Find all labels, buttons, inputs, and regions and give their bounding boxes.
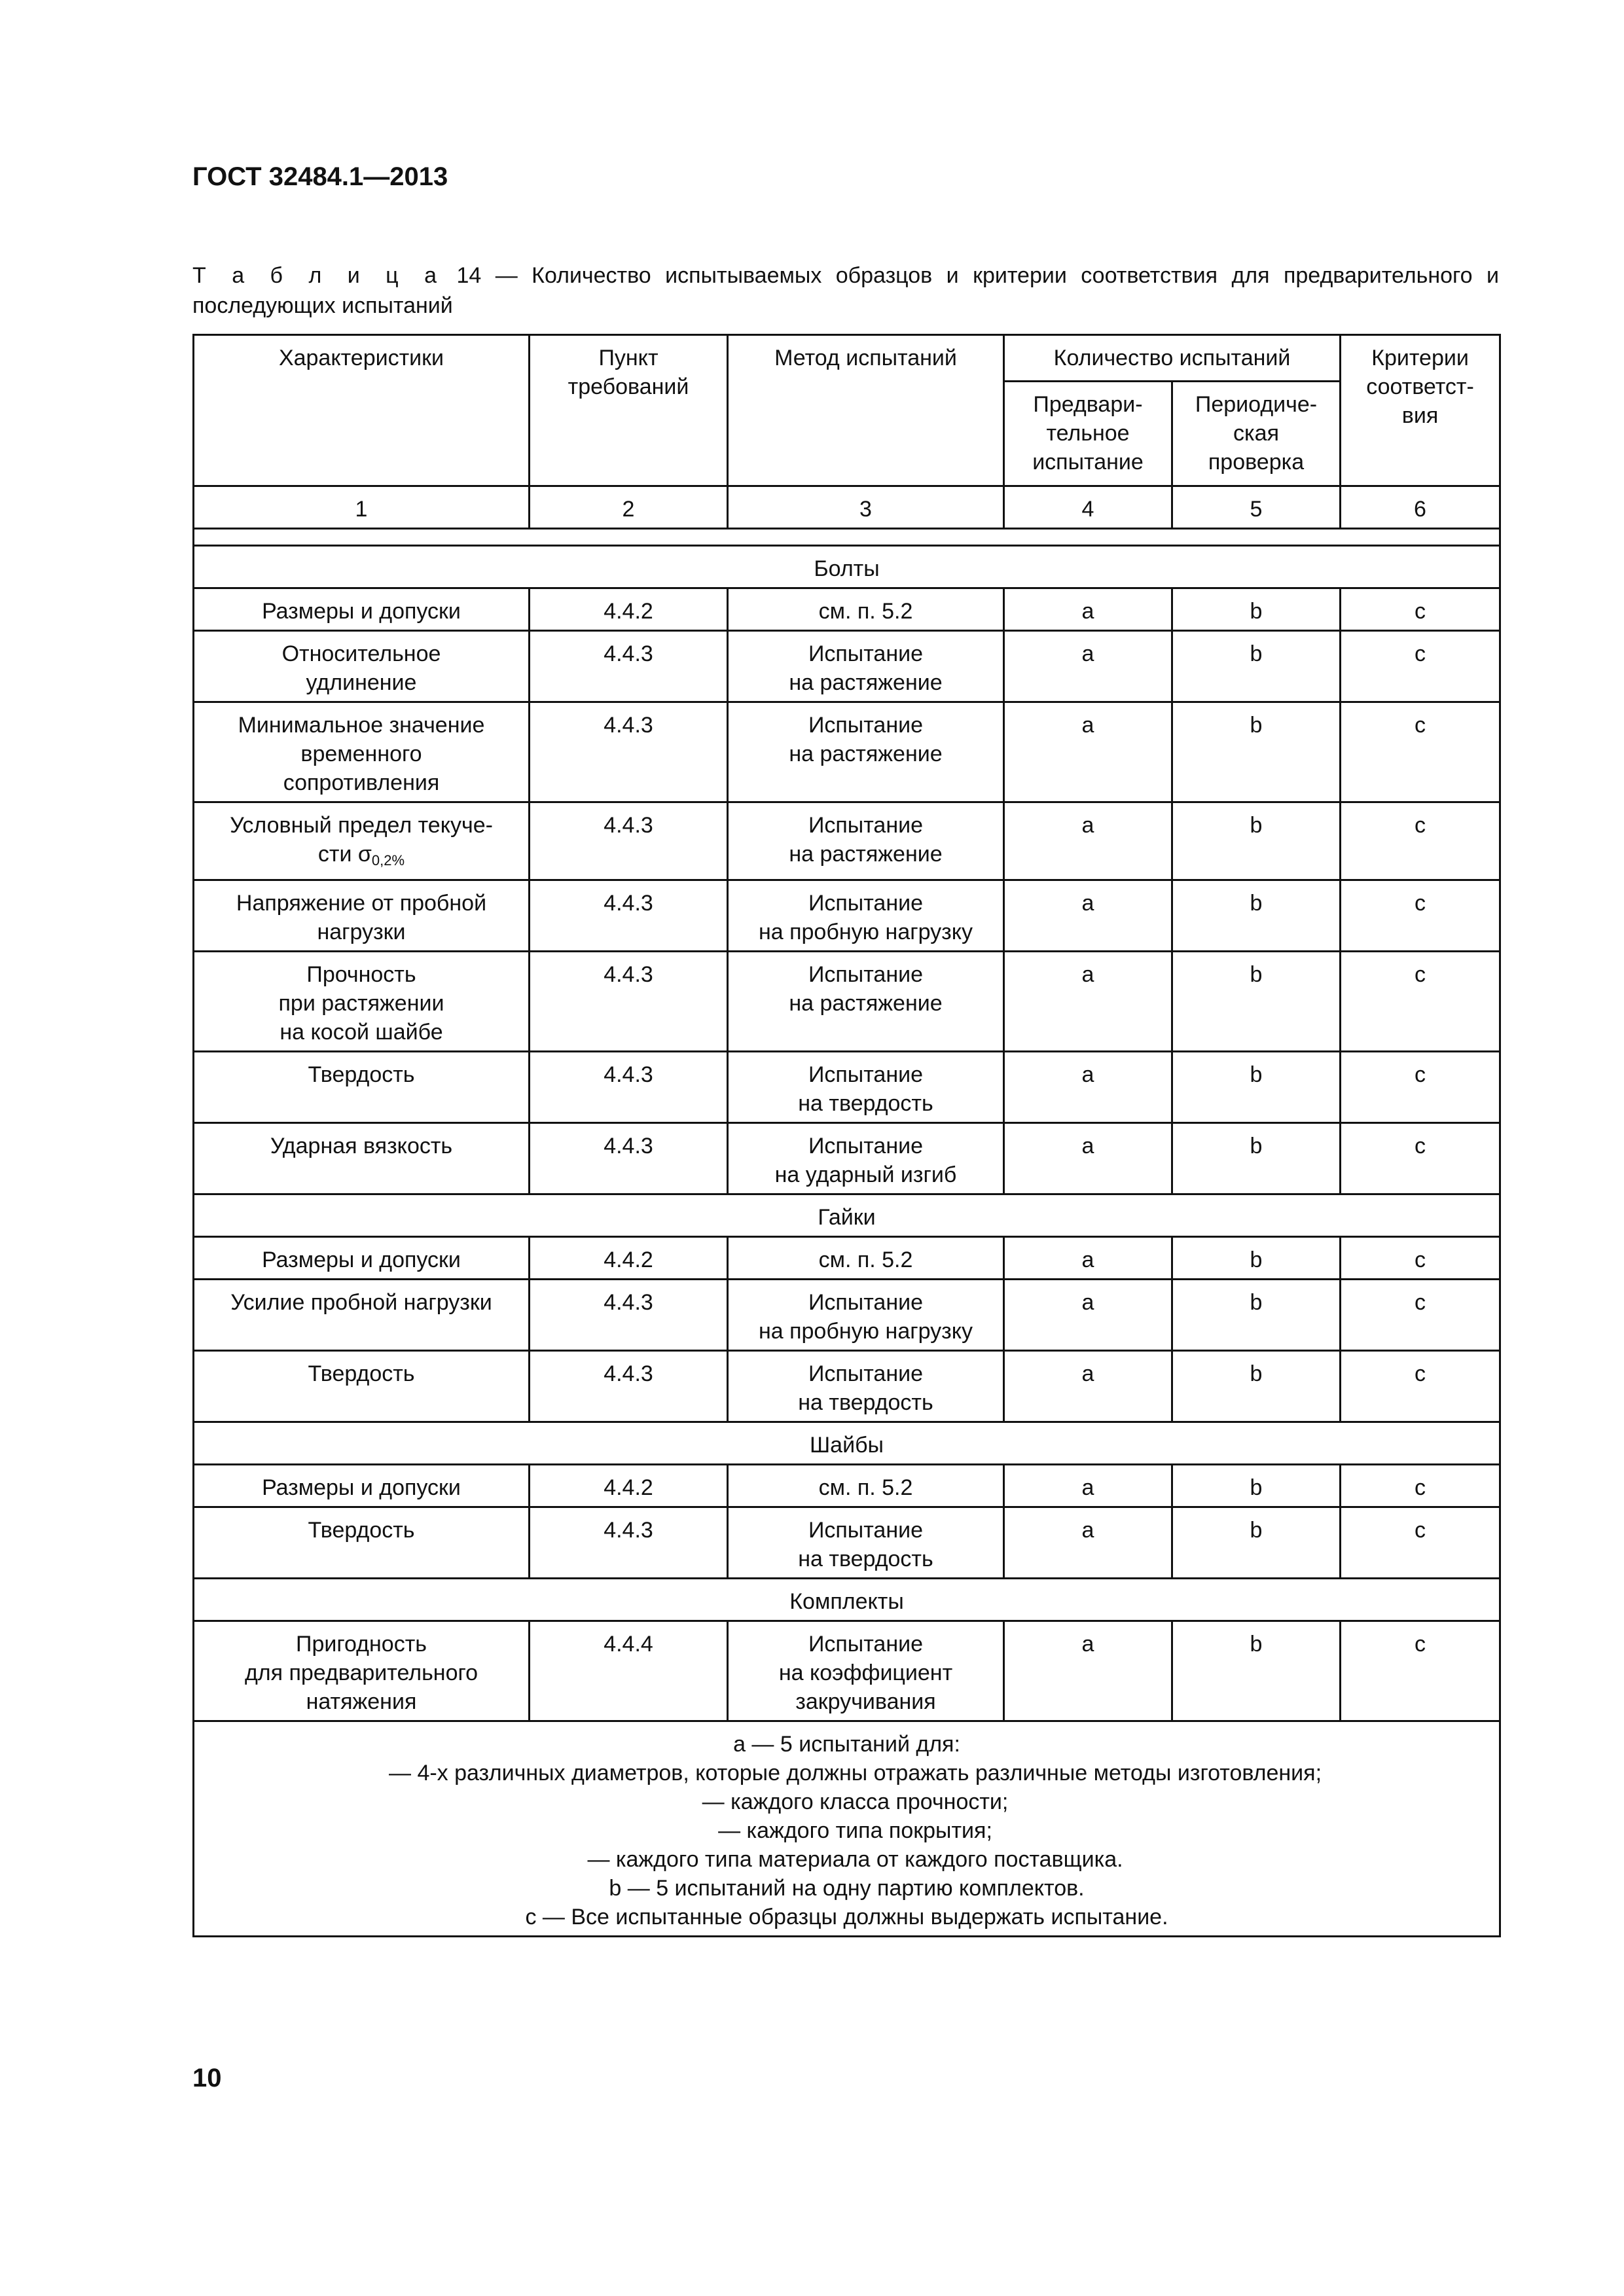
column-numbers-row (194, 486, 1500, 529)
table-caption (192, 260, 1499, 321)
method-cell: Испытание на пробную нагрузку (728, 880, 1004, 952)
criteria-cell: c (1341, 631, 1500, 702)
periodic-cell: b (1172, 1237, 1341, 1280)
section-row (194, 1194, 1500, 1237)
characteristic-cell: Пригодность для предварительного натяжения (194, 1621, 530, 1721)
characteristic-cell: Твердость (194, 1507, 530, 1579)
column-number: 4 (1004, 486, 1172, 529)
criteria-cell: c (1341, 1280, 1500, 1351)
header-clause: Пункт требований (530, 335, 728, 486)
preliminary-cell: a (1004, 1507, 1172, 1579)
section-title: Гайки (194, 1194, 1500, 1237)
table-row (194, 1052, 1500, 1123)
header-test-count: Количество испытаний (1004, 335, 1341, 382)
table-notes (194, 1721, 1500, 1937)
preliminary-cell: a (1004, 1123, 1172, 1194)
preliminary-cell: a (1004, 631, 1172, 702)
criteria-cell: c (1341, 1465, 1500, 1507)
table-row (194, 1123, 1500, 1194)
criteria-cell: c (1341, 1123, 1500, 1194)
note-line: — каждого типа материала от каждого поставщика. (587, 1847, 1123, 1872)
preliminary-cell: a (1004, 1465, 1172, 1507)
periodic-cell: b (1172, 1351, 1341, 1422)
method-cell: Испытание на коэффициент закручивания (728, 1621, 1004, 1721)
header-preliminary: Предвари- тельное испытание (1004, 382, 1172, 486)
table-row (194, 1465, 1500, 1507)
clause-cell: 4.4.3 (530, 631, 728, 702)
characteristic-text: Условный предел текуче- сти σ (230, 813, 493, 867)
preliminary-cell: a (1004, 1621, 1172, 1721)
table-row (194, 1351, 1500, 1422)
requirements-table (192, 334, 1501, 1937)
table-row (194, 952, 1500, 1052)
table-row (194, 880, 1500, 952)
preliminary-cell: a (1004, 802, 1172, 880)
section-row (194, 546, 1500, 588)
clause-cell: 4.4.2 (530, 1465, 728, 1507)
note-line: — 4-х различных диаметров, которые должны отражать различные методы изготовления; (389, 1761, 1322, 1785)
column-number: 3 (728, 486, 1004, 529)
method-cell: Испытание на растяжение (728, 702, 1004, 802)
preliminary-cell: a (1004, 952, 1172, 1052)
note-line: b — 5 испытаний на одну партию комплектов. (609, 1876, 1085, 1901)
criteria-cell: c (1341, 1507, 1500, 1579)
subscript: 0,2% (371, 852, 405, 869)
clause-cell: 4.4.3 (530, 1052, 728, 1123)
column-number: 1 (194, 486, 530, 529)
table-row (194, 1280, 1500, 1351)
characteristic-cell: Относительное удлинение (194, 631, 530, 702)
table-row (194, 802, 1500, 880)
method-cell: Испытание на растяжение (728, 952, 1004, 1052)
criteria-cell: c (1341, 880, 1500, 952)
clause-cell: 4.4.2 (530, 1237, 728, 1280)
characteristic-cell: Усилие пробной нагрузки (194, 1280, 530, 1351)
preliminary-cell: a (1004, 702, 1172, 802)
clause-cell: 4.4.2 (530, 588, 728, 631)
column-number: 6 (1341, 486, 1500, 529)
characteristic-cell: Прочность при растяжении на косой шайбе (194, 952, 530, 1052)
criteria-cell: c (1341, 802, 1500, 880)
characteristic-cell: Минимальное значение временного сопротивления (194, 702, 530, 802)
method-cell: см. п. 5.2 (728, 1237, 1004, 1280)
section-title: Болты (194, 546, 1500, 588)
method-cell: Испытание на твердость (728, 1351, 1004, 1422)
periodic-cell: b (1172, 1123, 1341, 1194)
table-caption-text: 14 — Количество испытываемых образцов и критерии соответствия для предварительного и последующих испытаний (192, 263, 1499, 318)
clause-cell: 4.4.3 (530, 952, 728, 1052)
periodic-cell: b (1172, 631, 1341, 702)
page-number: 10 (192, 2064, 222, 2092)
characteristic-cell: Твердость (194, 1351, 530, 1422)
criteria-cell: c (1341, 952, 1500, 1052)
preliminary-cell: a (1004, 1351, 1172, 1422)
criteria-cell: c (1341, 1237, 1500, 1280)
characteristic-cell: Напряжение от пробной нагрузки (194, 880, 530, 952)
note-line: — каждого класса прочности; (702, 1789, 1009, 1814)
clause-cell: 4.4.3 (530, 802, 728, 880)
section-title: Шайбы (194, 1422, 1500, 1465)
periodic-cell: b (1172, 1465, 1341, 1507)
criteria-cell: c (1341, 702, 1500, 802)
characteristic-cell (194, 802, 530, 880)
note-line: c — Все испытанные образцы должны выдержать испытание. (525, 1905, 1168, 1929)
periodic-cell: b (1172, 1052, 1341, 1123)
method-cell: Испытание на растяжение (728, 802, 1004, 880)
method-cell: см. п. 5.2 (728, 588, 1004, 631)
clause-cell: 4.4.3 (530, 1351, 728, 1422)
clause-cell: 4.4.3 (530, 1507, 728, 1579)
section-title: Комплекты (194, 1579, 1500, 1621)
criteria-cell: c (1341, 588, 1500, 631)
characteristic-cell: Размеры и допуски (194, 1237, 530, 1280)
method-cell: Испытание на растяжение (728, 631, 1004, 702)
header-separator (194, 529, 1500, 546)
table-body (194, 335, 1500, 1937)
table-row (194, 1237, 1500, 1280)
criteria-cell: c (1341, 1351, 1500, 1422)
table-row (194, 631, 1500, 702)
clause-cell: 4.4.3 (530, 1280, 728, 1351)
characteristic-cell: Размеры и допуски (194, 588, 530, 631)
header-method: Метод испытаний (728, 335, 1004, 486)
preliminary-cell: a (1004, 1280, 1172, 1351)
header-characteristics: Характеристики (194, 335, 530, 486)
column-number: 2 (530, 486, 728, 529)
table-caption-label: Т а б л и ц а (192, 263, 442, 288)
table-row (194, 1621, 1500, 1721)
note-line: a — 5 испытаний для: (733, 1732, 960, 1757)
clause-cell: 4.4.3 (530, 702, 728, 802)
characteristic-cell: Твердость (194, 1052, 530, 1123)
characteristic-cell: Ударная вязкость (194, 1123, 530, 1194)
preliminary-cell: a (1004, 1052, 1172, 1123)
document-code: ГОСТ 32484.1—2013 (192, 162, 448, 191)
preliminary-cell: a (1004, 880, 1172, 952)
preliminary-cell: a (1004, 588, 1172, 631)
column-number: 5 (1172, 486, 1341, 529)
notes-row (194, 1721, 1500, 1937)
clause-cell: 4.4.4 (530, 1621, 728, 1721)
table-row (194, 588, 1500, 631)
method-cell: Испытание на твердость (728, 1052, 1004, 1123)
periodic-cell: b (1172, 802, 1341, 880)
section-row (194, 1579, 1500, 1621)
method-cell: Испытание на пробную нагрузку (728, 1280, 1004, 1351)
periodic-cell: b (1172, 1280, 1341, 1351)
periodic-cell: b (1172, 702, 1341, 802)
preliminary-cell: a (1004, 1237, 1172, 1280)
characteristic-cell: Размеры и допуски (194, 1465, 530, 1507)
criteria-cell: c (1341, 1052, 1500, 1123)
periodic-cell: b (1172, 952, 1341, 1052)
periodic-cell: b (1172, 588, 1341, 631)
method-cell: Испытание на ударный изгиб (728, 1123, 1004, 1194)
table-row (194, 702, 1500, 802)
criteria-cell: c (1341, 1621, 1500, 1721)
header-periodic: Периодиче- ская проверка (1172, 382, 1341, 486)
header-criteria: Критерии соответст- вия (1341, 335, 1500, 486)
note-line: — каждого типа покрытия; (718, 1818, 992, 1843)
periodic-cell: b (1172, 1621, 1341, 1721)
clause-cell: 4.4.3 (530, 1123, 728, 1194)
periodic-cell: b (1172, 880, 1341, 952)
header-row (194, 335, 1500, 382)
clause-cell: 4.4.3 (530, 880, 728, 952)
method-cell: см. п. 5.2 (728, 1465, 1004, 1507)
method-cell: Испытание на твердость (728, 1507, 1004, 1579)
section-row (194, 1422, 1500, 1465)
table-row (194, 1507, 1500, 1579)
periodic-cell: b (1172, 1507, 1341, 1579)
